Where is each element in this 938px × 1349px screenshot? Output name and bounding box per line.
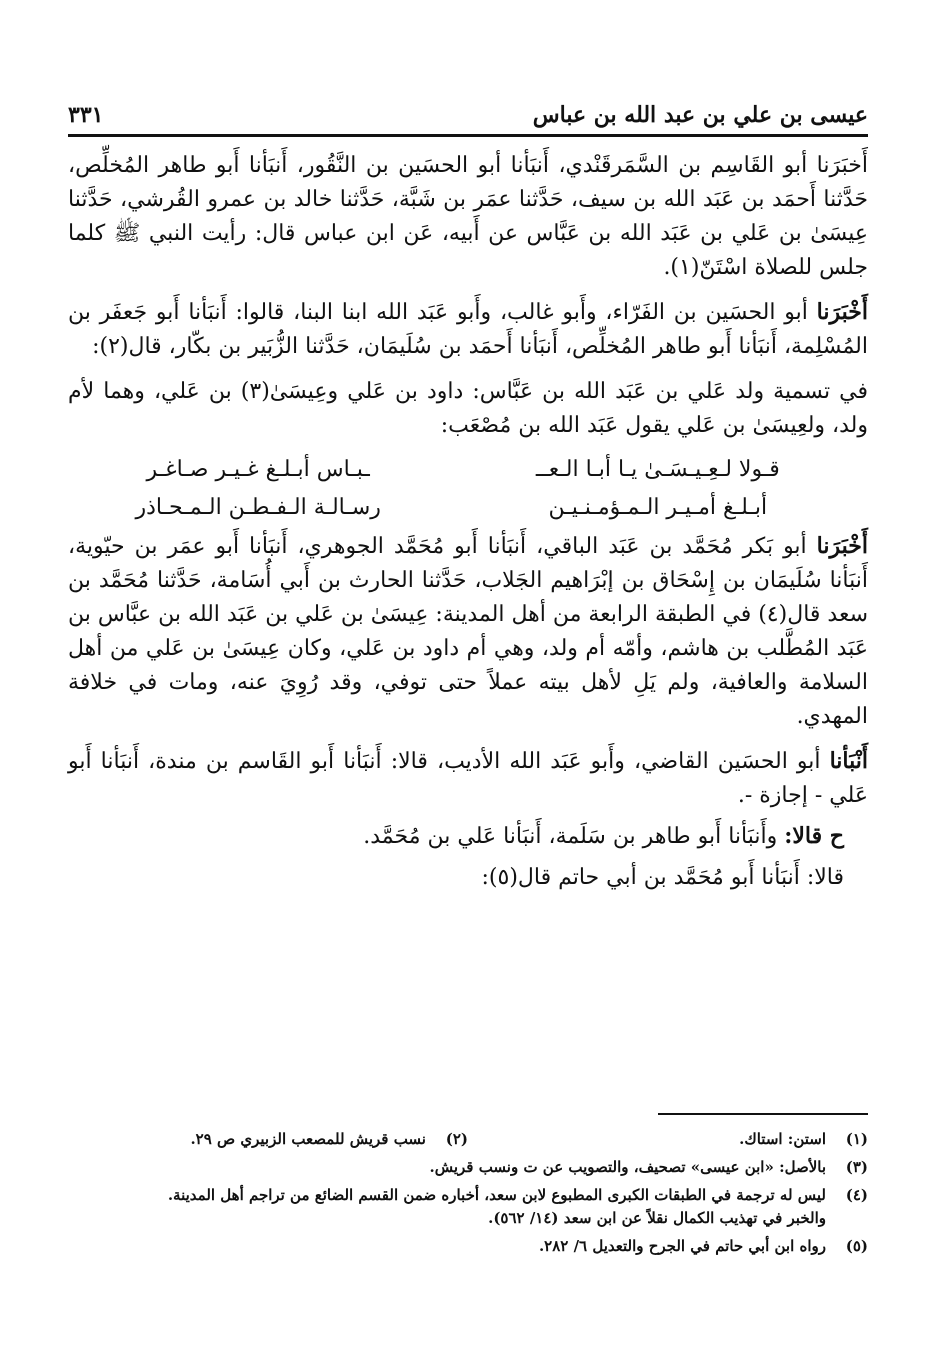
- footnote-text: رواه ابن أبي حاتم في الجرح والتعديل ٦/ ٢٨٢.: [538, 1237, 826, 1255]
- footnote-number: (١): [845, 1130, 868, 1148]
- paragraph-text: أَخبَرَنا أبو القَاسِم بن السَّمَرقَنْدي، أَنبَأنا أبو الحسَين بن النَّقُور، أَنبَأنا أَبو طاهر المُخلِّص، حَدَّثنا أَحمَد بن عَبَد الله بن سيف، حَدَّثنا عمَر بن شَبَّة، حَدَّثنا خالد بن عمرو القُرشي، حَدَّثنا عِيسَىٰ بن عَلي بن عَبَد الله بن عَبَّاس عن أَبيه، عَن ابن عباس قال: رأيت النبي ﷺ كلما جلس للصلاة اسْتَنّ(١).: [68, 153, 868, 280]
- footnote-text: استن: استاك.: [739, 1130, 826, 1148]
- running-title: عيسى بن علي بن عبد الله بن عباس: [532, 102, 868, 128]
- footnote-number: (٤): [845, 1186, 868, 1204]
- paragraph: [68, 860, 868, 895]
- main-text: [68, 148, 868, 905]
- footnotes: [68, 1128, 868, 1263]
- footnote-text: ليس له ترجمة في الطبقات الكبرى المطبوع لابن سعد، أخباره ضمن القسم الضائع من تراجم أهل المدينة.: [167, 1186, 826, 1204]
- footnote-text: نسب قريش للمصعب الزبيري ص ٢٩.: [190, 1130, 426, 1148]
- footnote: [430, 1156, 869, 1179]
- paragraph: [68, 819, 868, 854]
- paragraph: [68, 744, 868, 813]
- footnote: [68, 1128, 468, 1151]
- poem-line: [88, 489, 828, 527]
- page-number: ٣٣١: [68, 102, 104, 128]
- paragraph-text: أبو الحسَين بن الفَرّاء، وأَبو غالب، وأَبو عَبَد الله ابنا البنا، قالوا: أَنبَأنا أَبو جَعفَر بن المُسْلِمة، أَنبَأنا أَبو طاهر المُخلِّص، أَنبَأنا أَحمَد بن سُلَيمَان، حَدَّثنا الزُّبَير بن بكّار، قال(٢):: [68, 300, 868, 359]
- footnote-number: (٥): [845, 1237, 868, 1255]
- poem-line: [88, 451, 828, 489]
- poem-hemistich: أبـلـغ أمـيـر الـمـؤمـنـيـن: [548, 495, 768, 520]
- paragraph-text: قالا: أَنبَأنا أَبو مُحَمَّد بن أبي حاتم قال(٥):: [481, 865, 844, 890]
- footnote-row: [68, 1128, 868, 1151]
- paragraph-text: أبو الحسَين القاضي، وأَبو عَبَد الله الأديب، قالا: أَنبَأنا أَبو القَاسم بن مندة، أَنبَأنا أَبو عَلي - إجازة -.: [68, 749, 868, 808]
- paragraph-text: وأَنبَأنا أَبو طاهر بن سَلَمة، أَنبَأنا عَلي بن مُحَمَّد.: [363, 824, 785, 849]
- footnote-number: (٢): [445, 1130, 468, 1148]
- footnote-text: بالأصل: «ابن عيسى» تصحيف، والتصويب عن ت ونسب قريش.: [429, 1158, 826, 1176]
- footnote-text: والخبر في تهذيب الكمال نقلاً عن ابن سعد (١٤/ ٥٦٢).: [488, 1209, 826, 1227]
- footnote: [539, 1235, 868, 1258]
- paragraph-lead: أَخْبَرَنا: [816, 299, 868, 325]
- poem: [88, 451, 828, 527]
- paragraph: [68, 374, 868, 443]
- paragraph-text: أبو بَكر مُحَمَّد بن عَبَد الباقي، أَنبَأنا أَبو مُحَمَّد الجوهري، أَنبَأنا أَبو عمَر بن حيّوية، أَنبَأنا سُلَيمَان بن إِسْحَاق بن إبْرَاهيم الجَلاب، حَدَّثنا الحارث بن أَبي أُسَامة، حَدَّثنا مُحَمَّد بن سعد قال(٤) في الطبقة الرابعة من أهل المدينة: عِيسَىٰ بن عَلي بن عَبَد الله بن عبَّاس بن عَبَد المُطَّلب بن هاشم، وأمّه أم ولد، وهي أم داود بن عَلي، وكان عِيسَىٰ بن عَلي من أهل السلامة والعافية، ولم يَلِ لأهل بيته عملاً حتى توفي، وقد رُوِيَ عنه، ومات في خلافة المهدي.: [67, 534, 868, 729]
- poem-hemistich: قـولا لـعِـيـسَـىٰ يـا أبـا الـعــ: [535, 457, 780, 482]
- paragraph: [68, 529, 868, 734]
- footnote-row: [68, 1156, 868, 1179]
- running-header: [68, 88, 868, 137]
- paragraph: [68, 295, 868, 364]
- paragraph: [68, 148, 868, 285]
- footnote-row: [68, 1184, 868, 1207]
- paragraph-lead: أَنْبَأنا: [829, 748, 868, 774]
- footnote-row: [68, 1235, 868, 1258]
- poem-hemistich: رسـالـة الـفـطـن الـمـحـاذر: [135, 495, 381, 520]
- paragraph-lead: أَخْبَرَنا: [816, 533, 868, 559]
- paragraph-text: في تسمية ولد عَلي بن عَبَد الله بن عَبَّاس: داود بن عَلي وعِيسَىٰ(٣) بن عَلي، وهما لأم ولد، ولعِيسَىٰ بن عَلي يقول عَبَد الله بن مُصْعَب:: [68, 379, 868, 438]
- footnote: [168, 1184, 868, 1207]
- footnote-number: (٣): [845, 1158, 868, 1176]
- paragraph-lead: ح قالا:: [784, 823, 844, 849]
- footnote-continuation: [68, 1207, 868, 1230]
- footnote-separator: [658, 1113, 868, 1115]
- poem-hemistich: ـبـاس أبـلـغ غـيـر صـاغـر: [146, 457, 370, 482]
- footnote: [468, 1128, 868, 1151]
